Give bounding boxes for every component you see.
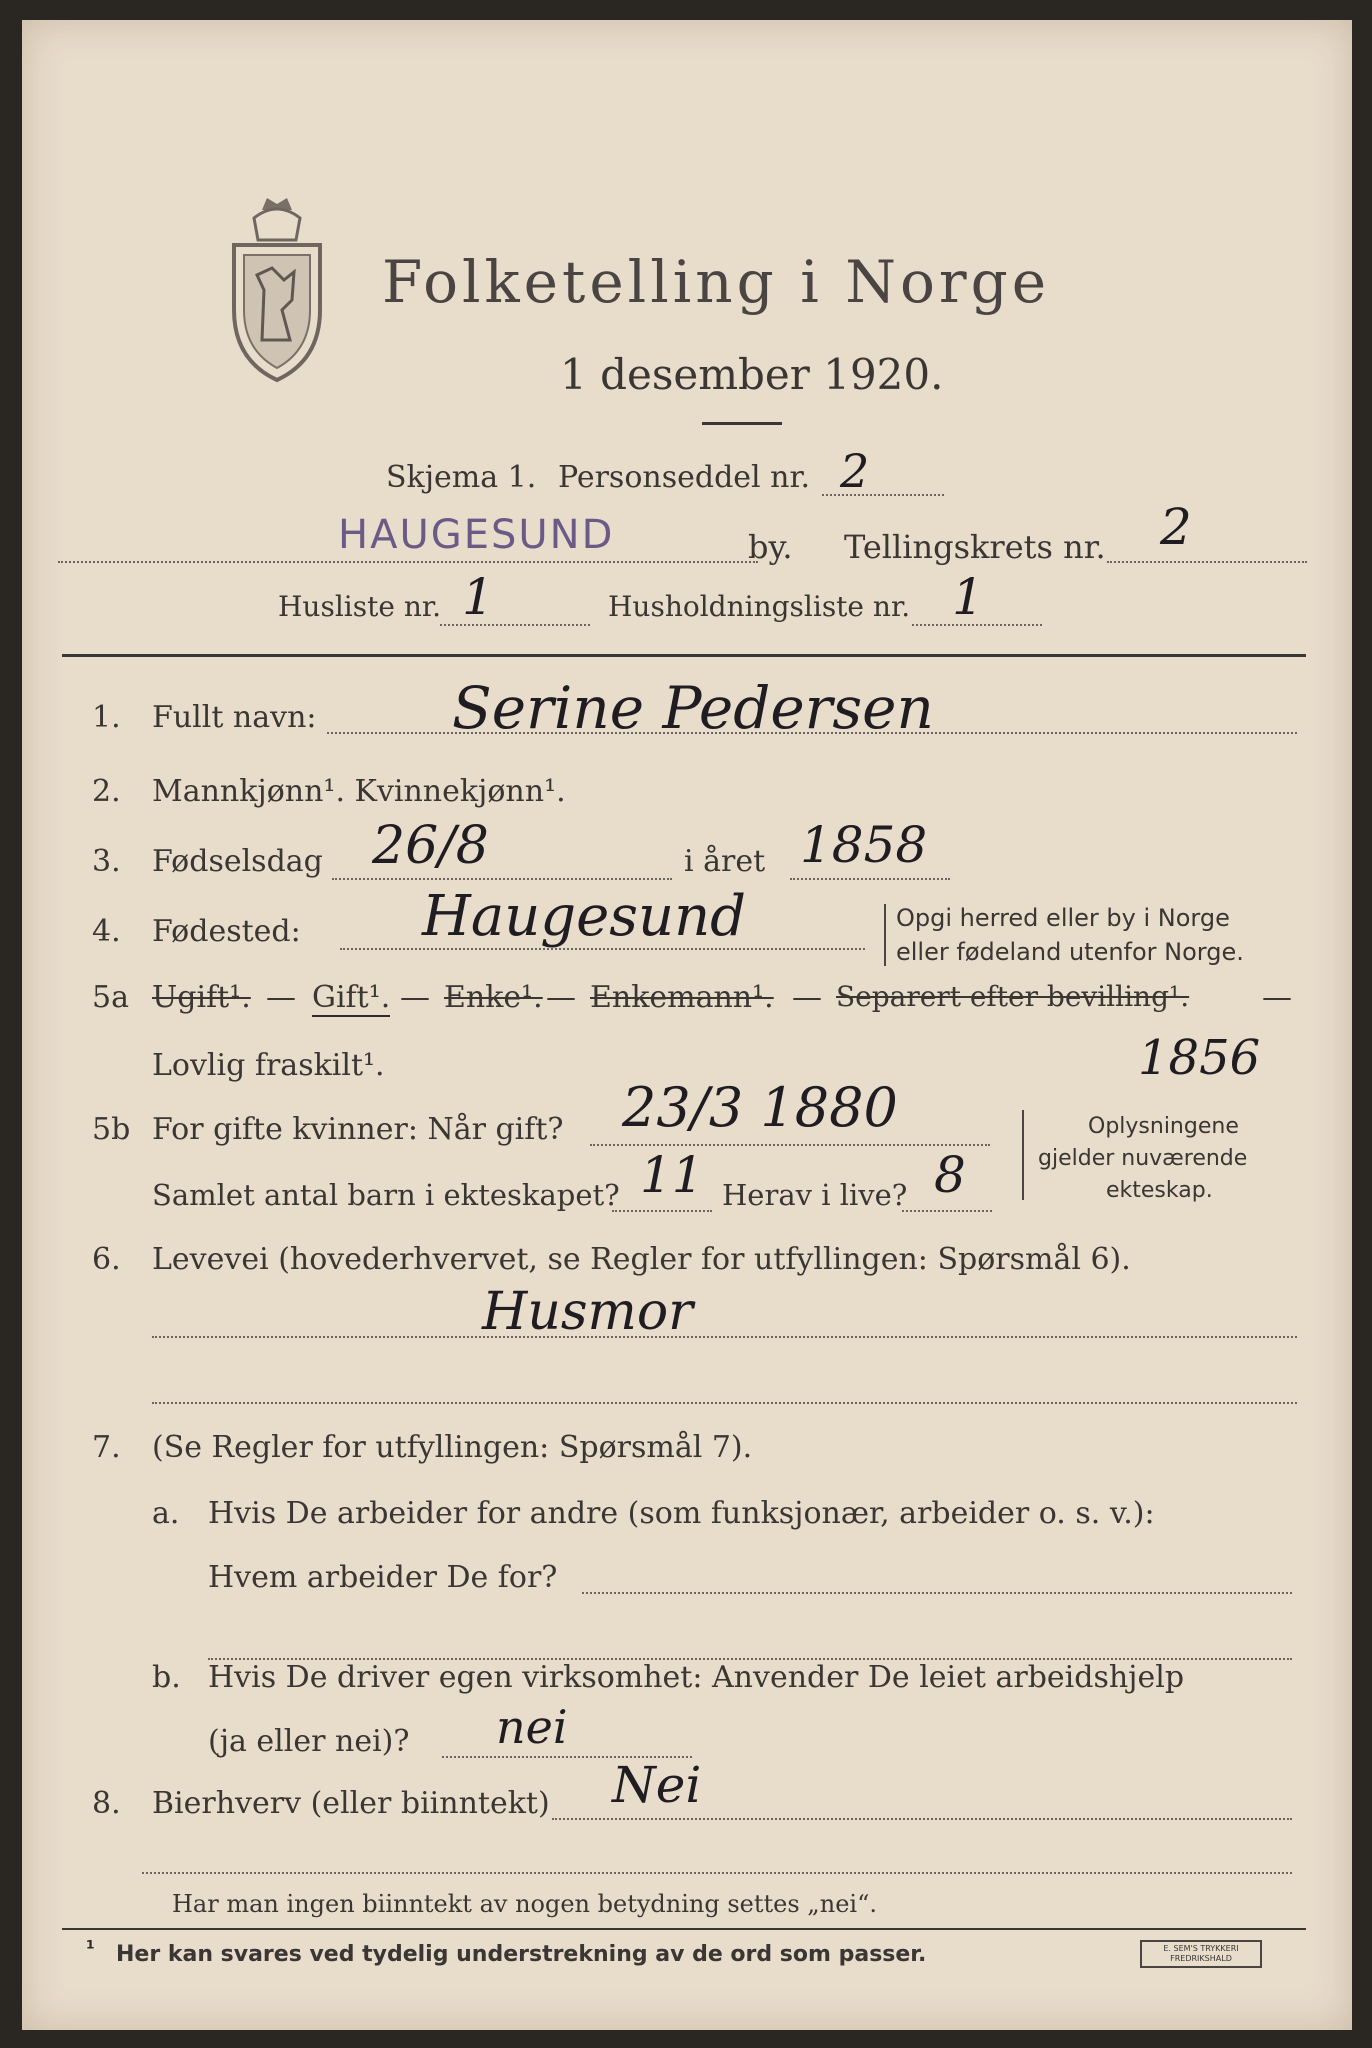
q3-date-line [332, 878, 672, 880]
q5b-label: For gifte kvinner: Når gift? [152, 1112, 564, 1147]
q5a-dash4: — [792, 980, 822, 1015]
q5b-note-line2: gjelder nuværende [1038, 1146, 1248, 1171]
husliste-label: Husliste nr. [278, 590, 442, 623]
q7a-number: a. [152, 1496, 180, 1531]
q7b-line1: Hvis De driver egen virksomhet: Anvender De leiet arbeidshjelp [208, 1660, 1185, 1695]
q7b-value: nei [496, 1700, 568, 1754]
q8-line2 [142, 1872, 1292, 1874]
personseddel-value: 2 [840, 444, 870, 498]
city-stamp: HAUGESUND [338, 512, 615, 558]
coat-of-arms-icon [222, 190, 332, 390]
q5a-ugift: Ugift¹. [152, 980, 251, 1015]
q5b-alive-value: 8 [934, 1146, 966, 1204]
q5b-children-label: Samlet antal barn i ekteskapet? [152, 1178, 620, 1212]
q5b-note-line1: Oplysningene [1088, 1114, 1239, 1139]
q3-value: 26/8 [372, 816, 489, 876]
q5b-note-brace [1022, 1110, 1024, 1200]
q6-value: Husmor [482, 1282, 693, 1342]
q7a-line1: Hvis De arbeider for andre (som funksjonær, arbeider o. s. v.): [208, 1496, 1155, 1531]
header-rule [62, 654, 1306, 657]
q8-number: 8. [92, 1786, 121, 1821]
q7b-line2: (ja eller nei)? [208, 1724, 410, 1759]
footnote-text: Her kan svares ved tydelig understrekning av de ord som passer. [116, 1942, 927, 1967]
q8-value: Nei [612, 1756, 702, 1814]
q5a-enke: Enke¹. [444, 980, 543, 1015]
q2-label: Mannkjønn¹. Kvinnekjønn¹. [152, 774, 566, 809]
q7a-line2: Hvem arbeider De for? [208, 1560, 558, 1595]
q5b-children-line [612, 1210, 712, 1212]
q5b-number: 5b [92, 1112, 131, 1147]
q6-line2 [152, 1402, 1297, 1404]
q5a-dash3: — [546, 980, 576, 1015]
q8-note: Har man ingen biinntekt av nogen betydning settes „nei“. [172, 1890, 877, 1918]
q5a-separert: Separert efter bevilling¹. [836, 980, 1190, 1013]
q3-year-value: 1858 [800, 816, 928, 874]
title-divider [702, 422, 782, 425]
q3-label: Fødselsdag [152, 844, 323, 879]
city-line [58, 561, 758, 563]
q5a-enkemann: Enkemann¹. [590, 980, 774, 1015]
q5a-line2: Lovlig fraskilt¹. [152, 1048, 385, 1083]
footnote-rule [62, 1928, 1306, 1930]
q7-label: (Se Regler for utfyllingen: Spørsmål 7). [152, 1430, 753, 1465]
q5b-value: 23/3 1880 [622, 1076, 898, 1139]
husholdningsliste-label: Husholdningsliste nr. [608, 590, 911, 623]
q5a-gift: Gift¹. [312, 980, 391, 1015]
tellingskrets-label: Tellingskrets nr. [844, 528, 1106, 566]
q7-number: 7. [92, 1430, 121, 1465]
footnote-marker: ¹ [86, 1936, 95, 1960]
husliste-value: 1 [462, 568, 494, 626]
q3-number: 3. [92, 844, 121, 879]
q3-year-line [790, 878, 950, 880]
q4-note-line1: Opgi herred eller by i Norge [896, 904, 1230, 932]
q5b-alive-line [902, 1210, 992, 1212]
census-date: 1 desember 1920. [560, 350, 944, 399]
q4-value: Haugesund [422, 884, 746, 949]
q5b-alive-label: Herav i live? [722, 1178, 908, 1212]
q6-number: 6. [92, 1242, 121, 1277]
tellingskrets-value: 2 [1160, 498, 1192, 556]
by-label: by. [748, 528, 793, 566]
husholdningsliste-value: 1 [952, 568, 984, 626]
q8-label: Bierhverv (eller biinntekt) [152, 1786, 550, 1821]
q5a-dash1: — [266, 980, 296, 1015]
q4-label: Fødested: [152, 914, 301, 949]
personseddel-label: Personseddel nr. [558, 460, 811, 495]
q7a-answer-line [582, 1592, 1292, 1594]
q5a-dash2: — [400, 980, 430, 1015]
q5a-dash5: — [1262, 980, 1292, 1015]
q5b-children-value: 11 [640, 1146, 704, 1204]
q3-year-label: i året [684, 844, 766, 879]
q7b-number: b. [152, 1660, 181, 1695]
q6-line1 [152, 1336, 1297, 1338]
census-form [22, 20, 1352, 2030]
q6-label: Levevei (hovederhvervet, se Regler for utfyllingen: Spørsmål 6). [152, 1242, 1131, 1277]
q4-note-line2: eller fødeland utenfor Norge. [896, 938, 1244, 966]
q4-note-brace [884, 904, 886, 966]
q8-line [552, 1818, 1292, 1820]
q5b-note-line3: ekteskap. [1106, 1178, 1213, 1203]
q4-number: 4. [92, 914, 121, 949]
form-title: Folketelling i Norge [382, 248, 1051, 316]
q5a-number: 5a [92, 980, 129, 1015]
q1-value: Serine Pedersen [452, 674, 934, 742]
q1-label: Fullt navn: [152, 700, 317, 735]
printer-mark: E. SEM'S TRYKKERI FREDRIKSHALD [1140, 1940, 1262, 1968]
skjema-label: Skjema 1. [386, 460, 537, 495]
q1-number: 1. [92, 700, 121, 735]
q5a-margin-note: 1856 [1138, 1030, 1261, 1086]
tellingskrets-line [1107, 561, 1307, 563]
q2-number: 2. [92, 774, 121, 809]
